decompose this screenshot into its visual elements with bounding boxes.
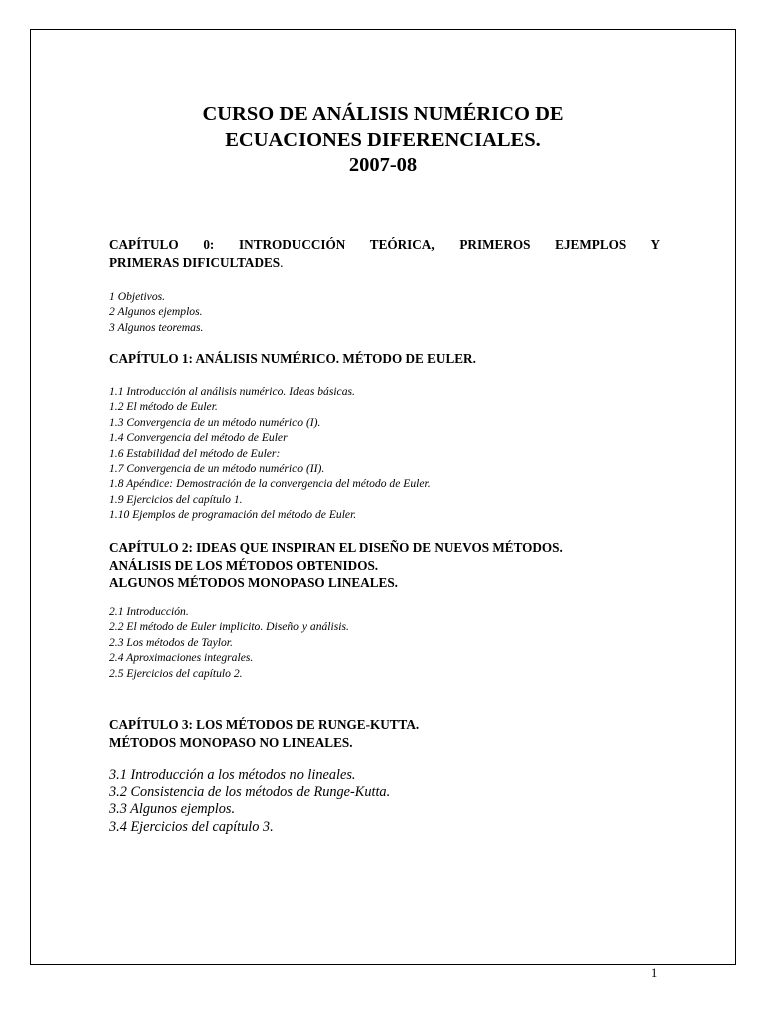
list-item: 1.6 Estabilidad del método de Euler:	[109, 446, 281, 460]
chapter-heading-period: .	[280, 254, 284, 270]
title-line-1: CURSO DE ANÁLISIS NUMÉRICO DE	[202, 103, 564, 125]
list-item: 3.4 Ejercicios del capítulo 3.	[109, 818, 274, 835]
chapter-3-items	[109, 767, 390, 836]
list-item: 1.1 Introducción al análisis numérico. Ideas básicas.	[109, 385, 355, 398]
chapter-heading-line: CAPÍTULO 3: LOS MÉTODOS DE RUNGE-KUTTA.	[109, 717, 420, 732]
list-item: 1.2 El método de Euler.	[109, 400, 218, 414]
document-title	[31, 102, 735, 179]
list-item: 1 Objetivos.	[109, 290, 166, 303]
list-item: 2.3 Los métodos de Taylor.	[109, 635, 233, 649]
chapter-heading-line: CAPÍTULO 0: INTRODUCCIÓN TEÓRICA, PRIMEROS EJEMPLOS Y	[109, 237, 660, 252]
list-item: 1.10 Ejemplos de programación del método de Euler.	[109, 508, 357, 522]
chapter-heading-line: CAPÍTULO 1: ANÁLISIS NUMÉRICO. MÉTODO DE EULER.	[109, 351, 476, 366]
list-item: 3.1 Introducción a los métodos no lineales.	[109, 767, 356, 783]
list-item: 1.3 Convergencia de un método numérico (I).	[109, 415, 321, 429]
chapter-1-items	[109, 384, 431, 523]
chapter-2-items	[109, 604, 349, 681]
list-item: 3.3 Algunos ejemplos.	[109, 801, 236, 818]
document-page	[30, 29, 736, 980]
chapter-heading-line: PRIMERAS DIFICULTADES	[109, 254, 281, 270]
chapter-heading-line: ANÁLISIS DE LOS MÉTODOS OBTENIDOS.	[109, 557, 379, 573]
title-line-2: ECUACIONES DIFERENCIALES.	[225, 128, 541, 151]
chapter-heading-line: CAPÍTULO 2: IDEAS QUE INSPIRAN EL DISEÑO DE NUEVOS MÉTODOS.	[109, 540, 563, 555]
list-item: 2.2 El método de Euler implicito. Diseño y análisis.	[109, 620, 349, 634]
page-number: 1	[651, 966, 658, 980]
chapter-0-heading	[109, 236, 660, 271]
list-item: 2 Algunos ejemplos.	[109, 305, 203, 319]
chapter-2-heading	[109, 539, 660, 592]
chapter-heading-line: MÉTODOS MONOPASO NO LINEALES.	[109, 734, 353, 750]
list-item: 3.2 Consistencia de los métodos de Runge-Kutta.	[109, 784, 391, 801]
title-line-3: 2007-08	[348, 154, 418, 176]
list-item: 1.9 Ejercicios del capítulo 1.	[109, 492, 243, 506]
chapter-0-items	[109, 289, 203, 335]
list-item: 1.7 Convergencia de un método numérico (II).	[109, 462, 325, 476]
chapter-heading-line: ALGUNOS MÉTODOS MONOPASO LINEALES.	[109, 575, 398, 590]
list-item: 1.4 Convergencia del método de Euler	[109, 431, 288, 445]
list-item: 2.4 Aproximaciones integrales.	[109, 651, 254, 665]
chapter-1-heading	[109, 350, 660, 368]
list-item: 3 Algunos teoremas.	[109, 320, 204, 334]
list-item: 2.1 Introducción.	[109, 605, 189, 618]
list-item: 1.8 Apéndice: Demostración de la convergencia del método de Euler.	[109, 477, 431, 491]
list-item: 2.5 Ejercicios del capítulo 2.	[109, 666, 243, 680]
chapter-3-heading	[109, 716, 660, 751]
